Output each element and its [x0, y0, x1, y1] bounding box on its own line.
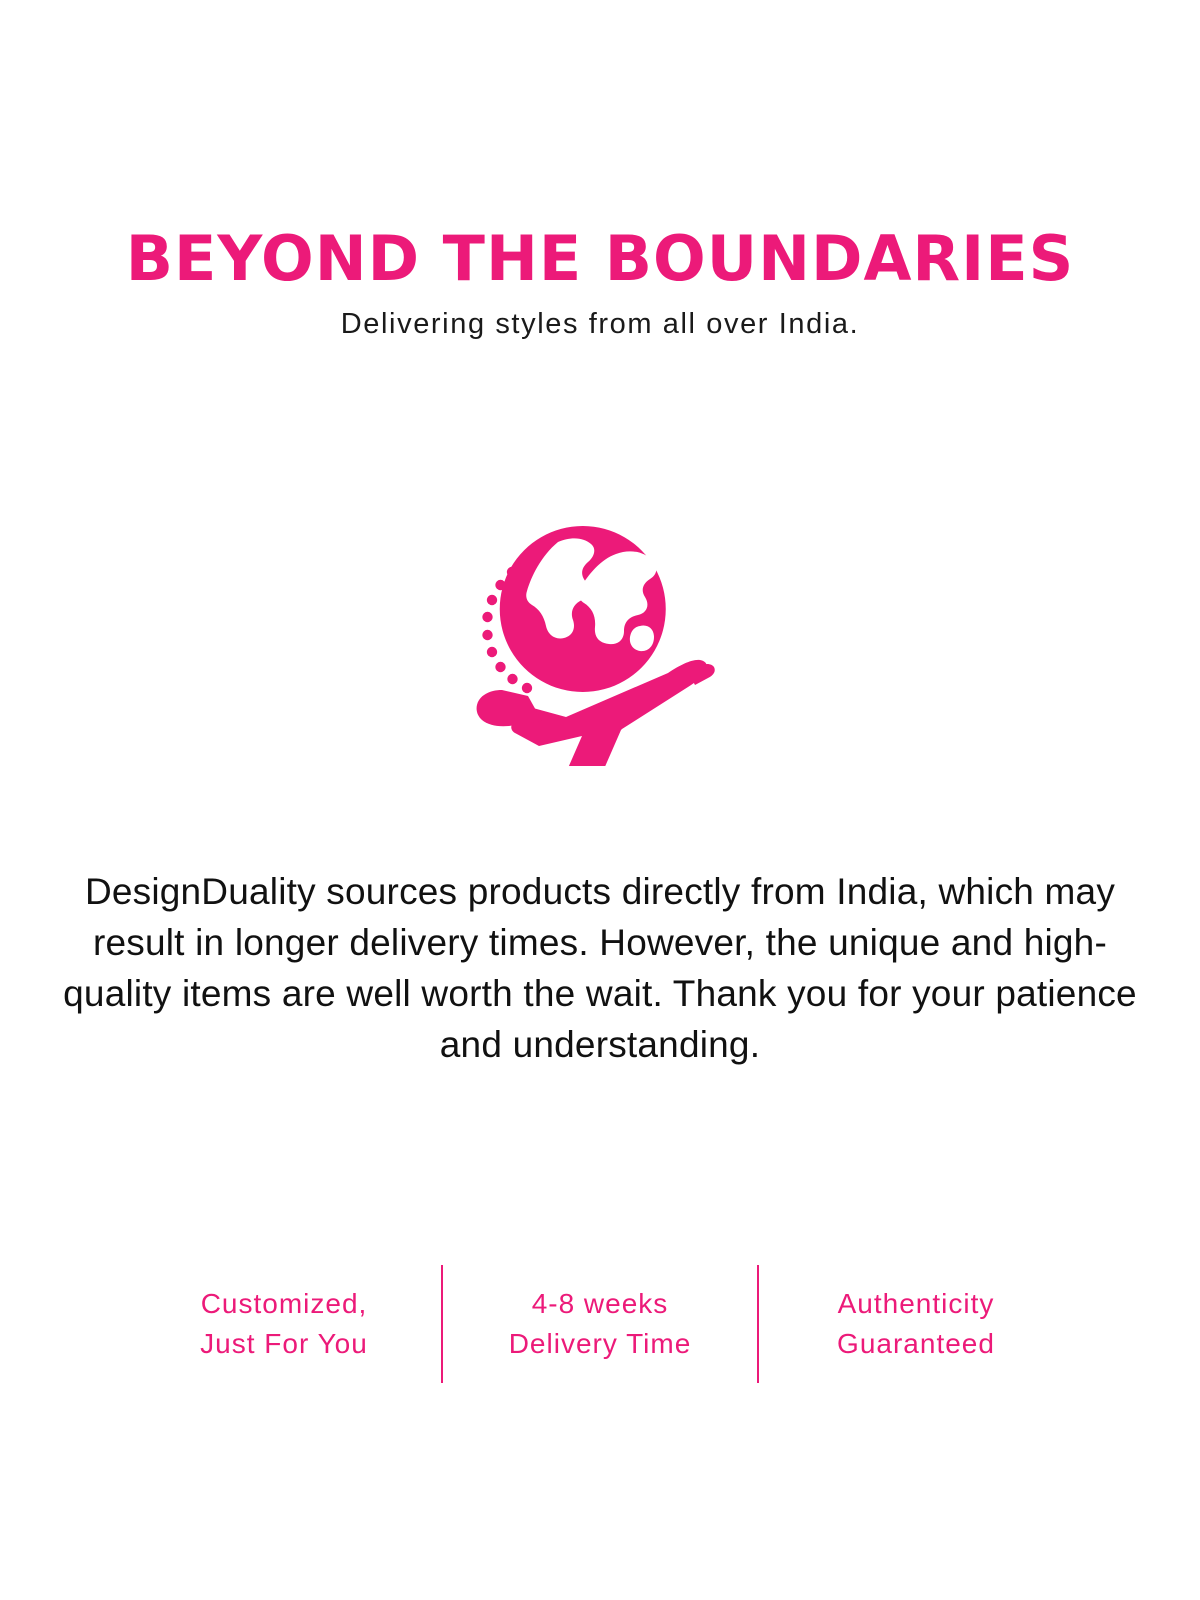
body-paragraph: DesignDuality sources products directly from India, which may result in longer delivery times. However, the unique and high-quality items are well worth the wait. Thank you for your patience and understanding. — [63, 871, 1137, 1066]
feature-strip — [0, 1265, 1200, 1383]
feature-item-authenticity — [781, 1265, 1051, 1383]
page-subtitle: Delivering styles from all over India. — [340, 308, 860, 340]
feature-divider — [441, 1265, 443, 1383]
feature-item-customized — [149, 1265, 419, 1383]
feature-line-2: Guaranteed — [837, 1328, 995, 1359]
feature-item-delivery-time — [465, 1265, 735, 1383]
feature-line-1: 4-8 weeks — [531, 1288, 669, 1320]
feature-line-1: Authenticity — [837, 1288, 995, 1320]
header — [0, 222, 1200, 341]
feature-line-2: Just For You — [200, 1328, 368, 1359]
feature-line-2: Delivery Time — [508, 1328, 692, 1359]
feature-line-1: Customized, — [200, 1288, 368, 1320]
page-title: BEYOND THE BOUNDARIES — [125, 222, 1075, 295]
feature-divider — [757, 1265, 759, 1383]
globe-with-airplane-icon — [440, 476, 760, 766]
